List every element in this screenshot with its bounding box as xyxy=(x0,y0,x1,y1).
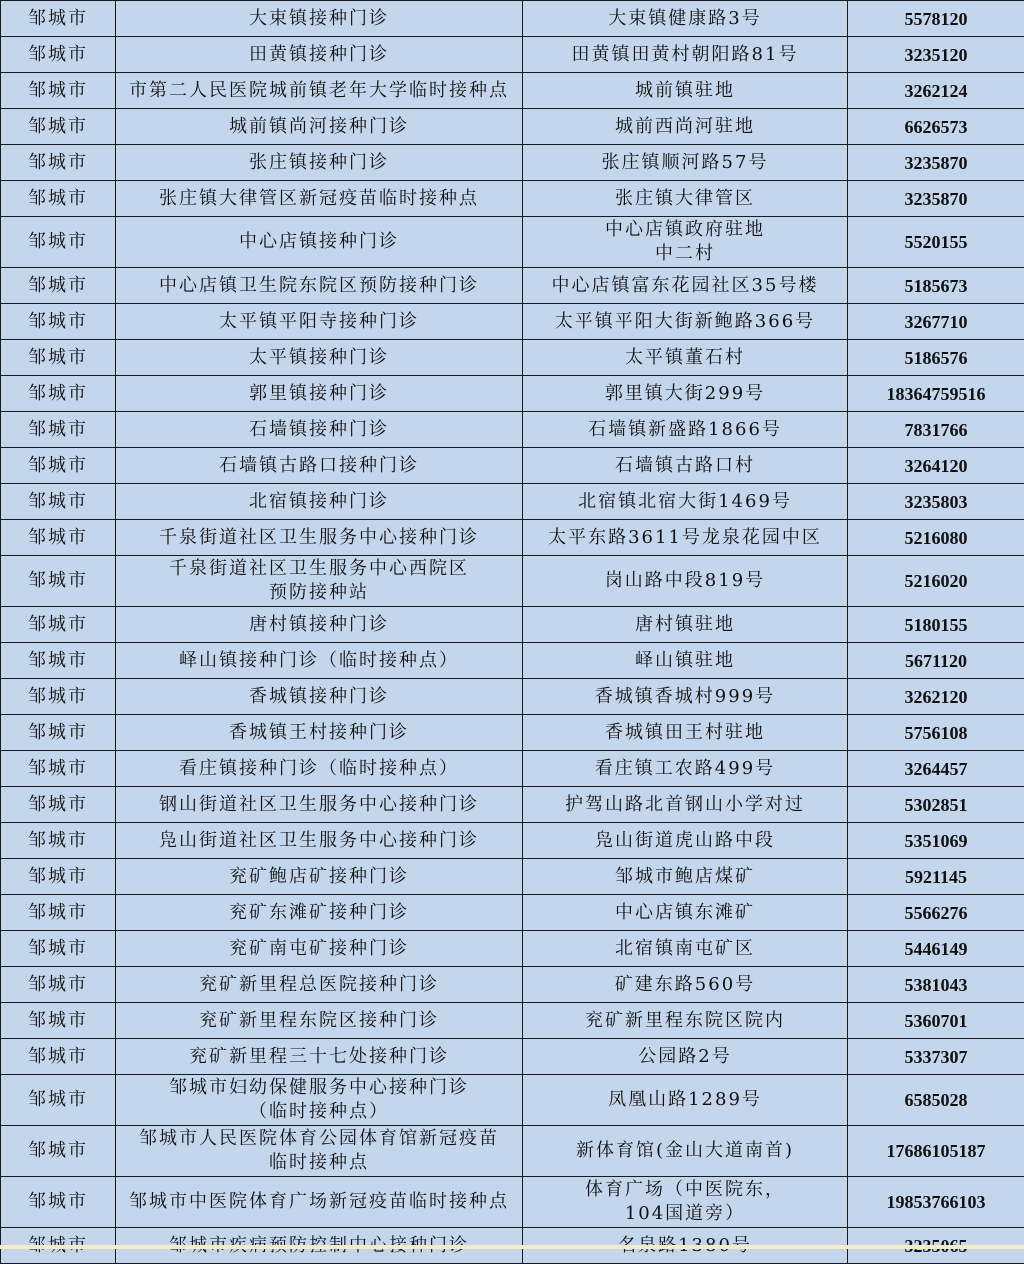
address-cell: 体育广场（中医院东， 104国道旁） xyxy=(523,1177,848,1228)
phone-cell: 5180155 xyxy=(848,607,1024,643)
table-row xyxy=(1,37,1024,73)
city-cell: 邹城市 xyxy=(1,1003,116,1039)
table-row xyxy=(1,448,1024,484)
address-cell: 凫山街道虎山路中段 xyxy=(523,823,848,859)
site-name-cell: 香城镇接种门诊 xyxy=(116,679,523,715)
city-cell: 邹城市 xyxy=(1,520,116,556)
address-cell: 看庄镇工农路499号 xyxy=(523,751,848,787)
table-row xyxy=(1,217,1024,268)
address-cell: 中心店镇政府驻地 中二村 xyxy=(523,217,848,268)
city-cell: 邹城市 xyxy=(1,73,116,109)
city-cell: 邹城市 xyxy=(1,895,116,931)
phone-cell: 17686105187 xyxy=(848,1126,1024,1177)
table-row xyxy=(1,109,1024,145)
table-row xyxy=(1,556,1024,607)
phone-cell: 5446149 xyxy=(848,931,1024,967)
phone-cell: 5216020 xyxy=(848,556,1024,607)
site-name-cell: 兖矿新里程三十七处接种门诊 xyxy=(116,1039,523,1075)
table-row xyxy=(1,1126,1024,1177)
city-cell: 邹城市 xyxy=(1,967,116,1003)
city-cell: 邹城市 xyxy=(1,787,116,823)
phone-cell: 5360701 xyxy=(848,1003,1024,1039)
phone-cell: 7831766 xyxy=(848,412,1024,448)
city-cell: 邹城市 xyxy=(1,412,116,448)
address-cell: 北宿镇北宿大街1469号 xyxy=(523,484,848,520)
table-row xyxy=(1,340,1024,376)
table-row xyxy=(1,145,1024,181)
table-row xyxy=(1,787,1024,823)
site-name-cell: 千泉街道社区卫生服务中心接种门诊 xyxy=(116,520,523,556)
site-name-cell: 邹城市人民医院体育公园体育馆新冠疫苗 临时接种点 xyxy=(116,1126,523,1177)
site-name-cell: 石墙镇接种门诊 xyxy=(116,412,523,448)
address-cell: 张庄镇顺河路57号 xyxy=(523,145,848,181)
table-row xyxy=(1,715,1024,751)
address-cell: 郭里镇大街299号 xyxy=(523,376,848,412)
phone-cell: 6626573 xyxy=(848,109,1024,145)
phone-cell: 5185673 xyxy=(848,268,1024,304)
table-row xyxy=(1,967,1024,1003)
city-cell: 邹城市 xyxy=(1,217,116,268)
phone-cell: 5756108 xyxy=(848,715,1024,751)
table-row xyxy=(1,823,1024,859)
city-cell: 邹城市 xyxy=(1,1177,116,1228)
address-cell: 岗山路中段819号 xyxy=(523,556,848,607)
address-cell: 石墙镇古路口村 xyxy=(523,448,848,484)
address-cell: 新体育馆(金山大道南首) xyxy=(523,1126,848,1177)
address-cell: 凤凰山路1289号 xyxy=(523,1075,848,1126)
city-cell: 邹城市 xyxy=(1,1075,116,1126)
site-name-cell: 石墙镇古路口接种门诊 xyxy=(116,448,523,484)
site-name-cell: 看庄镇接种门诊（临时接种点） xyxy=(116,751,523,787)
phone-cell: 3235120 xyxy=(848,37,1024,73)
site-name-cell: 凫山街道社区卫生服务中心接种门诊 xyxy=(116,823,523,859)
table-row xyxy=(1,1177,1024,1228)
address-cell: 香城镇香城村999号 xyxy=(523,679,848,715)
address-cell: 太平镇董石村 xyxy=(523,340,848,376)
site-name-cell: 兖矿东滩矿接种门诊 xyxy=(116,895,523,931)
city-cell: 邹城市 xyxy=(1,751,116,787)
table-body xyxy=(1,1,1024,1264)
city-cell: 邹城市 xyxy=(1,37,116,73)
table-row xyxy=(1,412,1024,448)
site-name-cell: 城前镇尚河接种门诊 xyxy=(116,109,523,145)
city-cell: 邹城市 xyxy=(1,340,116,376)
table-row xyxy=(1,376,1024,412)
site-name-cell: 张庄镇大律管区新冠疫苗临时接种点 xyxy=(116,181,523,217)
site-name-cell: 香城镇王村接种门诊 xyxy=(116,715,523,751)
phone-cell: 6585028 xyxy=(848,1075,1024,1126)
phone-cell: 5578120 xyxy=(848,1,1024,37)
address-cell: 北宿镇南屯矿区 xyxy=(523,931,848,967)
address-cell: 邹城市鲍店煤矿 xyxy=(523,859,848,895)
city-cell: 邹城市 xyxy=(1,931,116,967)
phone-cell: 3267710 xyxy=(848,304,1024,340)
site-name-cell: 钢山街道社区卫生服务中心接种门诊 xyxy=(116,787,523,823)
table-row xyxy=(1,607,1024,643)
city-cell: 邹城市 xyxy=(1,556,116,607)
site-name-cell: 兖矿鲍店矿接种门诊 xyxy=(116,859,523,895)
city-cell: 邹城市 xyxy=(1,145,116,181)
phone-cell: 3235870 xyxy=(848,145,1024,181)
table-row xyxy=(1,859,1024,895)
phone-cell: 5351069 xyxy=(848,823,1024,859)
table-row xyxy=(1,181,1024,217)
table-row xyxy=(1,1003,1024,1039)
phone-cell: 5520155 xyxy=(848,217,1024,268)
bottom-strip xyxy=(0,1245,1024,1249)
address-cell: 田黄镇田黄村朝阳路81号 xyxy=(523,37,848,73)
phone-cell: 3235870 xyxy=(848,181,1024,217)
city-cell: 邹城市 xyxy=(1,1126,116,1177)
address-cell: 张庄镇大律管区 xyxy=(523,181,848,217)
address-cell: 城前镇驻地 xyxy=(523,73,848,109)
table-row xyxy=(1,1075,1024,1126)
phone-cell: 5216080 xyxy=(848,520,1024,556)
city-cell: 邹城市 xyxy=(1,607,116,643)
address-cell: 兖矿新里程东院区院内 xyxy=(523,1003,848,1039)
city-cell: 邹城市 xyxy=(1,268,116,304)
site-name-cell: 唐村镇接种门诊 xyxy=(116,607,523,643)
phone-cell: 3264457 xyxy=(848,751,1024,787)
city-cell: 邹城市 xyxy=(1,484,116,520)
phone-cell: 3264120 xyxy=(848,448,1024,484)
table-row xyxy=(1,268,1024,304)
site-name-cell: 郭里镇接种门诊 xyxy=(116,376,523,412)
address-cell: 太平镇平阳大街新鲍路366号 xyxy=(523,304,848,340)
city-cell: 邹城市 xyxy=(1,448,116,484)
city-cell: 邹城市 xyxy=(1,1039,116,1075)
address-cell: 石墙镇新盛路1866号 xyxy=(523,412,848,448)
phone-cell: 5302851 xyxy=(848,787,1024,823)
site-name-cell: 太平镇接种门诊 xyxy=(116,340,523,376)
phone-cell: 3235803 xyxy=(848,484,1024,520)
table-row xyxy=(1,1,1024,37)
city-cell: 邹城市 xyxy=(1,1,116,37)
site-name-cell: 市第二人民医院城前镇老年大学临时接种点 xyxy=(116,73,523,109)
phone-cell: 5381043 xyxy=(848,967,1024,1003)
city-cell: 邹城市 xyxy=(1,181,116,217)
address-cell: 中心店镇富东花园社区35号楼 xyxy=(523,268,848,304)
table-row xyxy=(1,484,1024,520)
table-row xyxy=(1,1039,1024,1075)
city-cell: 邹城市 xyxy=(1,109,116,145)
site-name-cell: 峄山镇接种门诊（临时接种点） xyxy=(116,643,523,679)
table-row xyxy=(1,73,1024,109)
phone-cell: 3262120 xyxy=(848,679,1024,715)
site-name-cell: 中心店镇卫生院东院区预防接种门诊 xyxy=(116,268,523,304)
city-cell: 邹城市 xyxy=(1,643,116,679)
city-cell: 邹城市 xyxy=(1,376,116,412)
address-cell: 中心店镇东滩矿 xyxy=(523,895,848,931)
table-row xyxy=(1,895,1024,931)
address-cell: 峄山镇驻地 xyxy=(523,643,848,679)
phone-cell: 5186576 xyxy=(848,340,1024,376)
site-name-cell: 邹城市中医院体育广场新冠疫苗临时接种点 xyxy=(116,1177,523,1228)
site-name-cell: 千泉街道社区卫生服务中心西院区 预防接种站 xyxy=(116,556,523,607)
phone-cell: 5337307 xyxy=(848,1039,1024,1075)
phone-cell: 3262124 xyxy=(848,73,1024,109)
table-row xyxy=(1,520,1024,556)
site-name-cell: 中心店镇接种门诊 xyxy=(116,217,523,268)
site-name-cell: 太平镇平阳寺接种门诊 xyxy=(116,304,523,340)
address-cell: 唐村镇驻地 xyxy=(523,607,848,643)
city-cell: 邹城市 xyxy=(1,304,116,340)
site-name-cell: 邹城市妇幼保健服务中心接种门诊 （临时接种点） xyxy=(116,1075,523,1126)
city-cell: 邹城市 xyxy=(1,823,116,859)
address-cell: 城前西尚河驻地 xyxy=(523,109,848,145)
site-name-cell: 兖矿南屯矿接种门诊 xyxy=(116,931,523,967)
address-cell: 大束镇健康路3号 xyxy=(523,1,848,37)
phone-cell: 19853766103 xyxy=(848,1177,1024,1228)
phone-cell: 5671120 xyxy=(848,643,1024,679)
address-cell: 公园路2号 xyxy=(523,1039,848,1075)
phone-cell: 5921145 xyxy=(848,859,1024,895)
address-cell: 护驾山路北首钢山小学对过 xyxy=(523,787,848,823)
address-cell: 太平东路3611号龙泉花园中区 xyxy=(523,520,848,556)
city-cell: 邹城市 xyxy=(1,715,116,751)
site-name-cell: 北宿镇接种门诊 xyxy=(116,484,523,520)
table-row xyxy=(1,304,1024,340)
city-cell: 邹城市 xyxy=(1,859,116,895)
site-name-cell: 兖矿新里程总医院接种门诊 xyxy=(116,967,523,1003)
city-cell: 邹城市 xyxy=(1,679,116,715)
site-name-cell: 田黄镇接种门诊 xyxy=(116,37,523,73)
phone-cell: 18364759516 xyxy=(848,376,1024,412)
table-row xyxy=(1,643,1024,679)
site-name-cell: 张庄镇接种门诊 xyxy=(116,145,523,181)
site-name-cell: 大束镇接种门诊 xyxy=(116,1,523,37)
address-cell: 矿建东路560号 xyxy=(523,967,848,1003)
table-row xyxy=(1,679,1024,715)
table-row xyxy=(1,931,1024,967)
address-cell: 香城镇田王村驻地 xyxy=(523,715,848,751)
table-row xyxy=(1,751,1024,787)
phone-cell: 5566276 xyxy=(848,895,1024,931)
site-name-cell: 兖矿新里程东院区接种门诊 xyxy=(116,1003,523,1039)
